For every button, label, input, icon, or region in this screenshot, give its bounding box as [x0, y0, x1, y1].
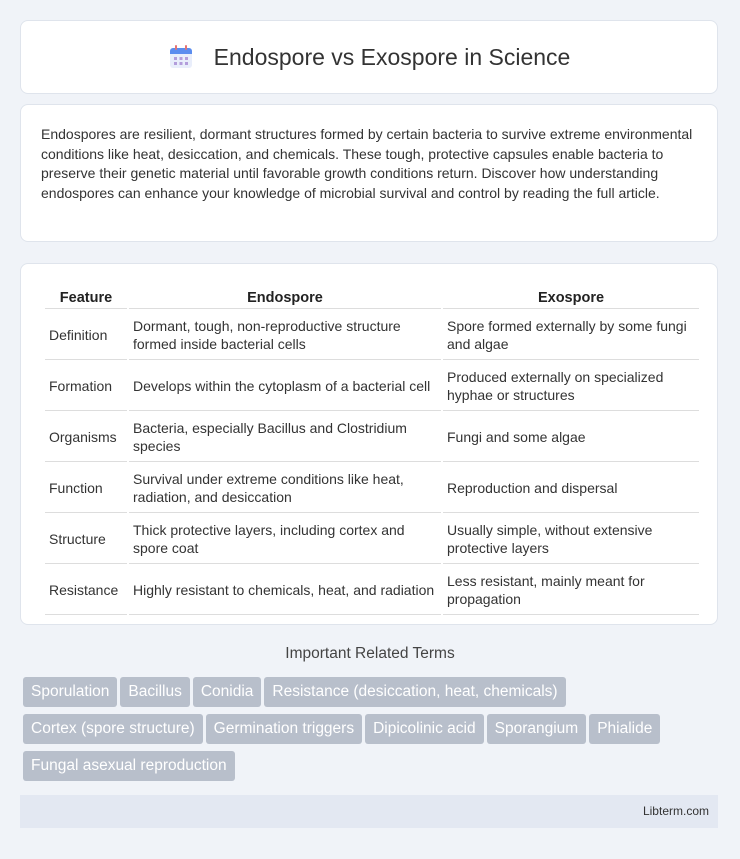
endospore-cell: Bacteria, especially Bacillus and Clostridium species — [129, 413, 441, 462]
related-term-tag[interactable]: Resistance (desiccation, heat, chemicals) — [264, 677, 565, 707]
table-row — [45, 515, 699, 564]
table-row — [45, 464, 699, 513]
endospore-cell: Dormant, tough, non-reproductive structure formed inside bacterial cells — [129, 311, 441, 360]
feature-cell: Structure — [45, 515, 127, 564]
feature-cell: Definition — [45, 311, 127, 360]
table-row — [45, 362, 699, 411]
exospore-cell: Less resistant, mainly meant for propagation — [443, 566, 699, 615]
endospore-cell: Thick protective layers, including cortex and spore coat — [129, 515, 441, 564]
comparison-table — [43, 285, 701, 617]
intro-card — [20, 104, 718, 242]
calendar-icon — [168, 44, 194, 70]
exospore-cell: Usually simple, without extensive protective layers — [443, 515, 699, 564]
feature-cell: Organisms — [45, 413, 127, 462]
footer-site: Libterm.com — [642, 804, 709, 818]
related-term-tag[interactable]: Conidia — [193, 677, 262, 707]
related-term-tag[interactable]: Sporangium — [487, 714, 587, 744]
header-card — [20, 20, 718, 94]
table-header-row — [45, 287, 699, 309]
related-term-tag[interactable]: Bacillus — [120, 677, 189, 707]
related-term-tag[interactable]: Sporulation — [23, 677, 117, 707]
page-title: Endospore vs Exospore in Science — [213, 43, 571, 70]
header-feature: Feature — [45, 287, 127, 309]
exospore-cell: Produced externally on specialized hyphae or structures — [443, 362, 699, 411]
related-terms-list — [23, 677, 723, 788]
related-terms-title: Important Related Terms — [285, 645, 455, 662]
feature-cell: Formation — [45, 362, 127, 411]
table-row — [45, 413, 699, 462]
related-term-tag[interactable]: Dipicolinic acid — [365, 714, 484, 744]
comparison-card — [20, 263, 718, 625]
endospore-cell: Survival under extreme conditions like heat, radiation, and desiccation — [129, 464, 441, 513]
table-row — [45, 311, 699, 360]
endospore-cell: Develops within the cytoplasm of a bacterial cell — [129, 362, 441, 411]
intro-text: Endospores are resilient, dormant structures formed by certain bacteria to survive extreme environmental conditions like heat, desiccation, and chemicals. These tough, protective capsules enable bacteria to preserve their genetic material until favorable growth conditions return. Discover how understanding endospores can enhance your knowledge of microbial survival and control by reading the full article. — [41, 126, 693, 201]
feature-cell: Function — [45, 464, 127, 513]
footer — [20, 795, 718, 828]
exospore-cell: Reproduction and dispersal — [443, 464, 699, 513]
exospore-cell: Spore formed externally by some fungi and algae — [443, 311, 699, 360]
header-exospore: Exospore — [443, 287, 699, 309]
related-term-tag[interactable]: Germination triggers — [206, 714, 362, 744]
related-term-tag[interactable]: Fungal asexual reproduction — [23, 751, 235, 781]
feature-cell: Resistance — [45, 566, 127, 615]
table-row — [45, 566, 699, 615]
header-endospore: Endospore — [129, 287, 441, 309]
related-term-tag[interactable]: Cortex (spore structure) — [23, 714, 203, 744]
exospore-cell: Fungi and some algae — [443, 413, 699, 462]
endospore-cell: Highly resistant to chemicals, heat, and radiation — [129, 566, 441, 615]
related-term-tag[interactable]: Phialide — [589, 714, 660, 744]
